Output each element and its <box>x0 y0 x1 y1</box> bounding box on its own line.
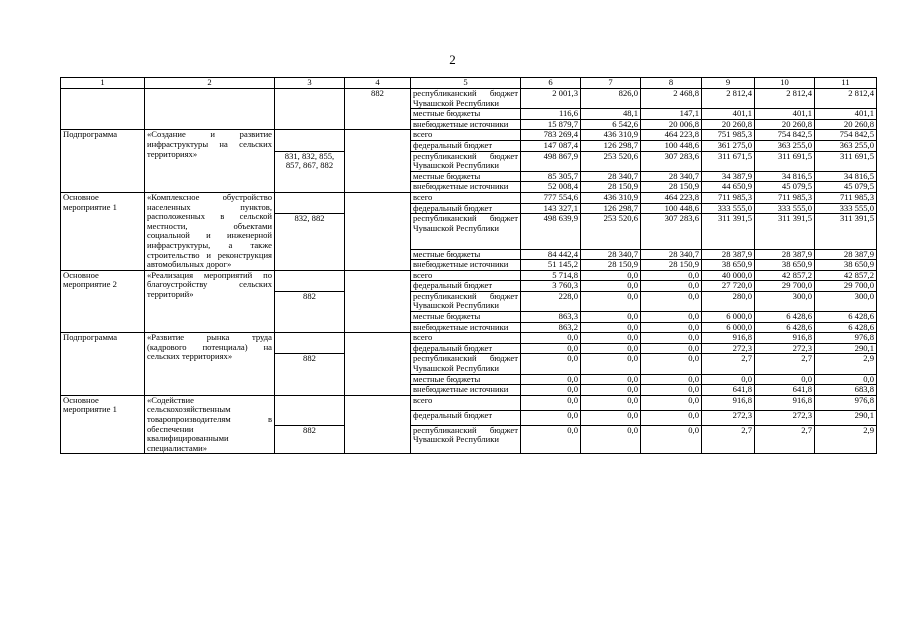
column-number: 6 <box>521 78 581 89</box>
amount-cell: 641,8 <box>755 385 815 396</box>
amount-cell: 5 714,8 <box>521 270 581 281</box>
empty-code-cell <box>275 130 345 151</box>
amount-cell: 2 812,4 <box>702 89 755 109</box>
amount-cell: 0,0 <box>521 354 581 374</box>
column-4-cell <box>345 270 411 333</box>
amount-cell: 0,0 <box>641 395 702 410</box>
amount-cell: 38 650,9 <box>755 260 815 271</box>
funding-source: всего <box>411 270 521 281</box>
item-name: «Комплексное обустройство населенных пунктов, расположенных в сельской местности, объектами социальной и инженерной инфраструктуры, а также строительство и реконструкция автомобильных дорог» <box>145 192 275 270</box>
empty-code-cell <box>275 270 345 291</box>
amount-cell: 45 079,5 <box>815 182 877 193</box>
column-4-cell <box>345 130 411 193</box>
column-number: 9 <box>702 78 755 89</box>
amount-cell: 253 520,6 <box>581 214 641 249</box>
amount-cell: 29 700,0 <box>755 281 815 292</box>
amount-cell: 0,0 <box>521 333 581 344</box>
amount-cell: 754 842,5 <box>755 130 815 141</box>
amount-cell: 147 087,4 <box>521 140 581 151</box>
amount-cell: 2,9 <box>815 354 877 374</box>
table-row <box>61 333 877 344</box>
amount-cell: 751 985,3 <box>702 130 755 141</box>
item-type: Основное мероприятие 1 <box>61 395 145 454</box>
funding-source: местные бюджеты <box>411 109 521 120</box>
amount-cell: 0,0 <box>702 374 755 385</box>
amount-cell: 0,0 <box>641 322 702 333</box>
amount-cell: 401,1 <box>815 109 877 120</box>
amount-cell: 20 260,8 <box>755 119 815 130</box>
amount-cell: 2 468,8 <box>641 89 702 109</box>
amount-cell: 311 671,5 <box>702 151 755 171</box>
amount-cell: 0,0 <box>521 374 581 385</box>
amount-cell: 20 006,8 <box>641 119 702 130</box>
amount-cell: 311 391,5 <box>815 214 877 249</box>
funding-source: внебюджетные источники <box>411 182 521 193</box>
amount-cell: 272,3 <box>702 410 755 425</box>
amount-cell: 100 448,6 <box>641 140 702 151</box>
budget-code: 882 <box>275 425 345 454</box>
column-4-cell <box>275 89 345 130</box>
amount-cell: 290,1 <box>815 410 877 425</box>
funding-source: республиканский бюджет Чувашской Республики <box>411 354 521 374</box>
amount-cell: 916,8 <box>702 395 755 410</box>
amount-cell: 45 079,5 <box>755 182 815 193</box>
amount-cell: 976,8 <box>815 333 877 344</box>
funding-source: всего <box>411 395 521 410</box>
column-number: 5 <box>411 78 521 89</box>
header-row <box>61 78 877 89</box>
amount-cell: 311 391,5 <box>702 214 755 249</box>
amount-cell: 3 760,3 <box>521 281 581 292</box>
amount-cell: 436 310,9 <box>581 192 641 203</box>
amount-cell: 754 842,5 <box>815 130 877 141</box>
amount-cell: 116,6 <box>521 109 581 120</box>
amount-cell: 498 639,9 <box>521 214 581 249</box>
amount-cell: 0,0 <box>581 385 641 396</box>
amount-cell: 28 340,7 <box>641 171 702 182</box>
amount-cell: 0,0 <box>641 354 702 374</box>
amount-cell: 436 310,9 <box>581 130 641 141</box>
amount-cell: 6 428,6 <box>815 312 877 323</box>
amount-cell: 2,7 <box>755 425 815 454</box>
empty-code-cell <box>275 395 345 425</box>
amount-cell: 777 554,6 <box>521 192 581 203</box>
funding-source: всего <box>411 333 521 344</box>
amount-cell: 711 985,3 <box>755 192 815 203</box>
item-type: Основное мероприятие 1 <box>61 192 145 270</box>
amount-cell: 0,0 <box>581 410 641 425</box>
amount-cell: 0,0 <box>641 281 702 292</box>
amount-cell: 272,3 <box>702 343 755 354</box>
column-number: 4 <box>345 78 411 89</box>
amount-cell: 0,0 <box>641 270 702 281</box>
funding-source: федеральный бюджет <box>411 140 521 151</box>
amount-cell: 42 857,2 <box>815 270 877 281</box>
amount-cell: 0,0 <box>641 291 702 311</box>
amount-cell: 34 816,5 <box>815 171 877 182</box>
item-type: Подпрограмма <box>61 333 145 396</box>
amount-cell: 34 816,5 <box>755 171 815 182</box>
amount-cell: 333 555,0 <box>702 203 755 214</box>
amount-cell: 300,0 <box>755 291 815 311</box>
amount-cell: 0,0 <box>581 270 641 281</box>
funding-source: республиканский бюджет Чувашской Республики <box>411 425 521 454</box>
amount-cell: 0,0 <box>641 425 702 454</box>
page-number: 2 <box>449 52 456 67</box>
amount-cell: 783 269,4 <box>521 130 581 141</box>
item-type <box>61 89 145 130</box>
amount-cell: 711 985,3 <box>702 192 755 203</box>
amount-cell: 6 428,6 <box>755 312 815 323</box>
item-type: Подпрограмма <box>61 130 145 193</box>
amount-cell: 38 650,9 <box>815 260 877 271</box>
column-number: 11 <box>815 78 877 89</box>
column-number: 3 <box>275 78 345 89</box>
amount-cell: 0,0 <box>521 343 581 354</box>
amount-cell: 28 150,9 <box>641 260 702 271</box>
funding-source: федеральный бюджет <box>411 343 521 354</box>
funding-source: республиканский бюджет Чувашской Республики <box>411 151 521 171</box>
funding-source: внебюджетные источники <box>411 385 521 396</box>
amount-cell: 143 327,1 <box>521 203 581 214</box>
amount-cell: 6 000,0 <box>702 312 755 323</box>
amount-cell: 300,0 <box>815 291 877 311</box>
amount-cell: 916,8 <box>755 395 815 410</box>
amount-cell: 0,0 <box>581 395 641 410</box>
amount-cell: 44 650,9 <box>702 182 755 193</box>
amount-cell: 28 150,9 <box>581 182 641 193</box>
amount-cell: 40 000,0 <box>702 270 755 281</box>
amount-cell: 84 442,4 <box>521 249 581 260</box>
amount-cell: 363 255,0 <box>755 140 815 151</box>
amount-cell: 6 428,6 <box>755 322 815 333</box>
table-row <box>61 130 877 141</box>
budget-code: 882 <box>275 291 345 332</box>
amount-cell: 38 650,9 <box>702 260 755 271</box>
amount-cell: 272,3 <box>755 410 815 425</box>
amount-cell: 20 260,8 <box>815 119 877 130</box>
amount-cell: 307 283,6 <box>641 151 702 171</box>
amount-cell: 2 812,4 <box>815 89 877 109</box>
amount-cell: 2 812,4 <box>755 89 815 109</box>
amount-cell: 290,1 <box>815 343 877 354</box>
funding-source: местные бюджеты <box>411 312 521 323</box>
amount-cell: 29 700,0 <box>815 281 877 292</box>
amount-cell: 20 260,8 <box>702 119 755 130</box>
column-number: 10 <box>755 78 815 89</box>
amount-cell: 6 542,6 <box>581 119 641 130</box>
amount-cell: 0,0 <box>641 333 702 344</box>
amount-cell: 228,0 <box>521 291 581 311</box>
amount-cell: 0,0 <box>521 425 581 454</box>
amount-cell: 28 340,7 <box>581 249 641 260</box>
column-4-cell <box>345 395 411 454</box>
table-row <box>61 192 877 203</box>
amount-cell: 52 008,4 <box>521 182 581 193</box>
amount-cell: 6 428,6 <box>815 322 877 333</box>
amount-cell: 27 720,0 <box>702 281 755 292</box>
amount-cell: 0,0 <box>815 374 877 385</box>
amount-cell: 48,1 <box>581 109 641 120</box>
amount-cell: 0,0 <box>755 374 815 385</box>
amount-cell: 311 391,5 <box>755 214 815 249</box>
amount-cell: 100 448,6 <box>641 203 702 214</box>
amount-cell: 0,0 <box>581 322 641 333</box>
amount-cell: 28 340,7 <box>641 249 702 260</box>
amount-cell: 498 867,9 <box>521 151 581 171</box>
column-4-cell <box>345 333 411 396</box>
funding-source: местные бюджеты <box>411 171 521 182</box>
amount-cell: 147,1 <box>641 109 702 120</box>
amount-cell: 126 298,7 <box>581 140 641 151</box>
amount-cell: 0,0 <box>641 343 702 354</box>
table-row <box>61 270 877 281</box>
item-name: «Содействие сельскохозяйственным товаропроизводителям в обеспечении квалифицированными специалистами» <box>145 395 275 454</box>
amount-cell: 0,0 <box>581 281 641 292</box>
funding-source: федеральный бюджет <box>411 281 521 292</box>
budget-code: 831, 832, 855, 857, 867, 882 <box>275 151 345 192</box>
table-row <box>61 89 877 109</box>
amount-cell: 15 879,7 <box>521 119 581 130</box>
amount-cell: 0,0 <box>581 343 641 354</box>
column-number: 2 <box>145 78 275 89</box>
item-name: «Реализация мероприятий по благоустройству сельских территорий» <box>145 270 275 333</box>
amount-cell: 85 305,7 <box>521 171 581 182</box>
funding-source: внебюджетные источники <box>411 322 521 333</box>
funding-source: всего <box>411 192 521 203</box>
amount-cell: 0,0 <box>641 410 702 425</box>
amount-cell: 0,0 <box>521 410 581 425</box>
amount-cell: 0,0 <box>581 354 641 374</box>
amount-cell: 0,0 <box>581 312 641 323</box>
amount-cell: 0,0 <box>521 385 581 396</box>
amount-cell: 2,9 <box>815 425 877 454</box>
amount-cell: 280,0 <box>702 291 755 311</box>
amount-cell: 51 145,2 <box>521 260 581 271</box>
amount-cell: 272,3 <box>755 343 815 354</box>
item-name: «Создание и развитие инфраструктуры на сельских территориях» <box>145 130 275 193</box>
amount-cell: 0,0 <box>641 312 702 323</box>
amount-cell: 28 387,9 <box>815 249 877 260</box>
amount-cell: 2,7 <box>755 354 815 374</box>
amount-cell: 311 691,5 <box>755 151 815 171</box>
funding-source: федеральный бюджет <box>411 203 521 214</box>
funding-source: республиканский бюджет Чувашской Республики <box>411 89 521 109</box>
amount-cell: 0,0 <box>641 374 702 385</box>
funding-source: республиканский бюджет Чувашской Республики <box>411 214 521 249</box>
empty-code-cell <box>275 333 345 354</box>
funding-source: местные бюджеты <box>411 374 521 385</box>
budget-code: 882 <box>275 354 345 395</box>
amount-cell: 711 985,3 <box>815 192 877 203</box>
amount-cell: 28 387,9 <box>702 249 755 260</box>
amount-cell: 0,0 <box>641 385 702 396</box>
funding-source: местные бюджеты <box>411 249 521 260</box>
table-row <box>61 395 877 410</box>
amount-cell: 863,2 <box>521 322 581 333</box>
funding-source: федеральный бюджет <box>411 410 521 425</box>
amount-cell: 363 255,0 <box>815 140 877 151</box>
amount-cell: 28 150,9 <box>641 182 702 193</box>
amount-cell: 333 555,0 <box>815 203 877 214</box>
funding-source: республиканский бюджет Чувашской Республики <box>411 291 521 311</box>
amount-cell: 126 298,7 <box>581 203 641 214</box>
amount-cell: 916,8 <box>702 333 755 344</box>
amount-cell: 253 520,6 <box>581 151 641 171</box>
amount-cell: 6 000,0 <box>702 322 755 333</box>
funding-source: внебюджетные источники <box>411 119 521 130</box>
column-number: 8 <box>641 78 702 89</box>
budget-table <box>60 77 877 454</box>
funding-source: внебюджетные источники <box>411 260 521 271</box>
amount-cell: 2,7 <box>702 354 755 374</box>
item-name <box>145 89 275 130</box>
amount-cell: 683,8 <box>815 385 877 396</box>
amount-cell: 2 001,3 <box>521 89 581 109</box>
column-number: 7 <box>581 78 641 89</box>
item-type: Основное мероприятие 2 <box>61 270 145 333</box>
amount-cell: 0,0 <box>581 333 641 344</box>
amount-cell: 916,8 <box>755 333 815 344</box>
amount-cell: 0,0 <box>581 425 641 454</box>
column-4-cell <box>345 192 411 270</box>
amount-cell: 311 691,5 <box>815 151 877 171</box>
budget-code: 832, 882 <box>275 214 345 271</box>
item-name: «Развитие рынка труда (кадрового потенциала) на сельских территориях» <box>145 333 275 396</box>
budget-code: 882 <box>345 89 411 130</box>
amount-cell: 34 387,9 <box>702 171 755 182</box>
amount-cell: 0,0 <box>581 291 641 311</box>
amount-cell: 28 340,7 <box>581 171 641 182</box>
amount-cell: 976,8 <box>815 395 877 410</box>
amount-cell: 0,0 <box>521 395 581 410</box>
amount-cell: 28 150,9 <box>581 260 641 271</box>
amount-cell: 401,1 <box>755 109 815 120</box>
column-number: 1 <box>61 78 145 89</box>
empty-code-cell <box>275 192 345 213</box>
amount-cell: 28 387,9 <box>755 249 815 260</box>
amount-cell: 464 223,8 <box>641 130 702 141</box>
amount-cell: 641,8 <box>702 385 755 396</box>
amount-cell: 464 223,8 <box>641 192 702 203</box>
amount-cell: 307 283,6 <box>641 214 702 249</box>
amount-cell: 2,7 <box>702 425 755 454</box>
funding-source: всего <box>411 130 521 141</box>
amount-cell: 0,0 <box>581 374 641 385</box>
amount-cell: 333 555,0 <box>755 203 815 214</box>
amount-cell: 863,3 <box>521 312 581 323</box>
amount-cell: 401,1 <box>702 109 755 120</box>
amount-cell: 361 275,0 <box>702 140 755 151</box>
amount-cell: 42 857,2 <box>755 270 815 281</box>
amount-cell: 826,0 <box>581 89 641 109</box>
